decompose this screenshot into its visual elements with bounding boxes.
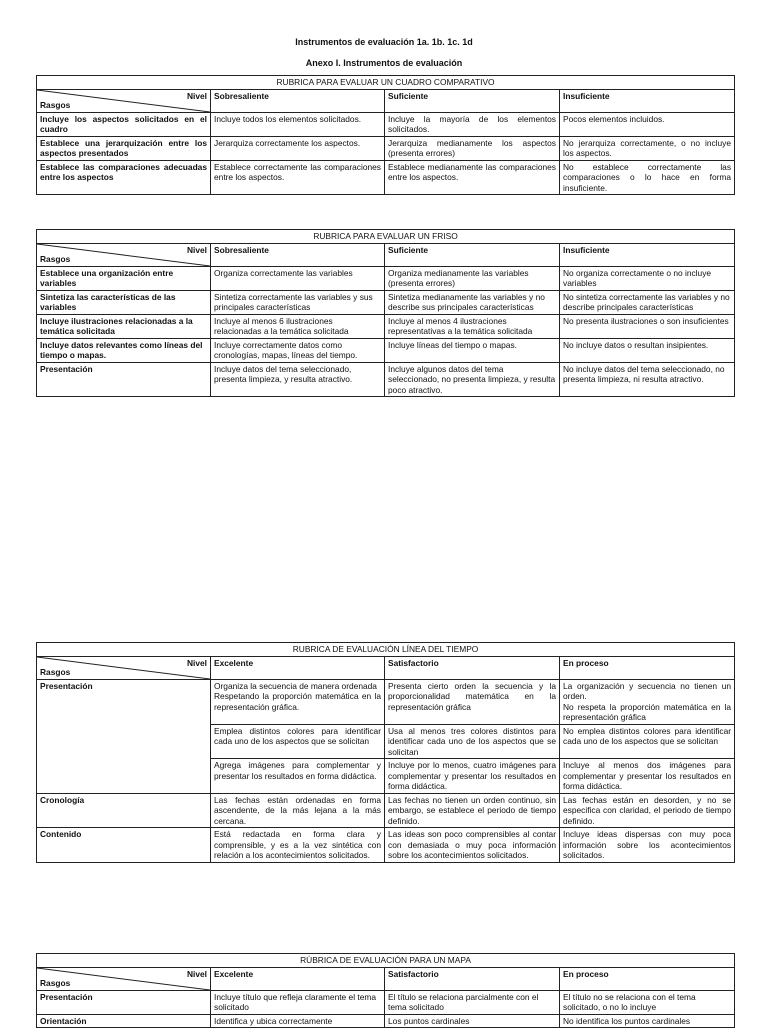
table-row <box>37 338 735 362</box>
criterion-cell: Identifica y ubica correctamente <box>211 1014 385 1028</box>
criterion-cell: No incluye datos del tema seleccionado, no presenta limpieza, ni resulta atractivo. <box>560 362 735 397</box>
level-header: En proceso <box>560 656 735 679</box>
table-row <box>37 290 735 314</box>
level-header: Insuficiente <box>560 243 735 266</box>
criterion-cell: Incluye la mayoría de los elementos solicitados. <box>385 112 560 136</box>
rubric-caption: RUBRICA DE EVALUACIÓN LÍNEA DEL TIEMPO <box>37 643 735 657</box>
trait-cell: Cronología <box>37 793 211 828</box>
criterion-cell: Agrega imágenes para complementar y presentar los resultados en forma didáctica. <box>211 759 385 794</box>
criterion-cell: Incluye por lo menos, cuatro imágenes para complementar y presentar los resultados en forma didáctica. <box>385 759 560 794</box>
level-header: Suficiente <box>385 89 560 112</box>
level-header: En proceso <box>560 967 735 990</box>
table-row <box>37 362 735 397</box>
criterion-cell: No identifica los puntos cardinales <box>560 1014 735 1028</box>
trait-cell: Incluye los aspectos solicitados en el cuadro <box>37 112 211 136</box>
document-title: Instrumentos de evaluación 1a. 1b. 1c. 1d <box>295 37 473 47</box>
trait-cell: Presentación <box>37 679 211 793</box>
nivel-label: Nivel <box>186 244 207 255</box>
criterion-cell: Está redactada en forma clara y comprensible, y es a la vez sintética con relación a los acontecimientos solicitados. <box>211 828 385 863</box>
criterion-cell: Organiza la secuencia de manera ordenada Respetando la proporción matemática en la representación gráfica. <box>211 679 385 724</box>
criterion-cell: Pocos elementos incluidos. <box>560 112 735 136</box>
criterion-cell: Jerarquiza correctamente los aspectos. <box>211 136 385 160</box>
criterion-cell: Incluye todos los elementos solicitados. <box>211 112 385 136</box>
table-row <box>37 1014 735 1028</box>
trait-cell: Establece las comparaciones adecuadas entre los aspectos <box>37 160 211 195</box>
rasgos-label: Rasgos <box>40 978 71 988</box>
rasgos-label: Rasgos <box>40 100 71 110</box>
table-row <box>37 160 735 195</box>
criterion-cell: Incluye correctamente datos como cronologías, mapas, líneas del tiempo. <box>211 338 385 362</box>
table-row <box>37 136 735 160</box>
trait-cell: Establece una organización entre variables <box>37 266 211 290</box>
nivel-label: Nivel <box>186 90 207 101</box>
trait-cell: Sintetiza las características de las variables <box>37 290 211 314</box>
criterion-cell: No sintetiza correctamente las variables y no describe principales características <box>560 290 735 314</box>
trait-cell: Establece una jerarquización entre los aspectos presentados <box>37 136 211 160</box>
table-row <box>37 828 735 863</box>
criterion-cell: Sintetiza medianamente las variables y no describe sus principales características <box>385 290 560 314</box>
criterion-cell: Las fechas están ordenadas en forma ascendente, de la más lejana a la más cercana. <box>211 793 385 828</box>
table-row <box>37 793 735 828</box>
rasgos-label: Rasgos <box>40 667 71 677</box>
criterion-cell: Incluye al menos 4 ilustraciones representativas a la temática solicitada <box>385 314 560 338</box>
rasgos-label: Rasgos <box>40 254 71 264</box>
criterion-cell: Presenta cierto orden la secuencia y la proporcionalidad matemática en la representación gráfica <box>385 679 560 724</box>
trait-cell: Presentación <box>37 990 211 1014</box>
trait-cell: Presentación <box>37 362 211 397</box>
trait-cell: Incluye datos relevantes como líneas del tiempo o mapas. <box>37 338 211 362</box>
rubric-friso <box>36 229 734 397</box>
criterion-cell: No jerarquiza correctamente, o no incluye los aspectos. <box>560 136 735 160</box>
level-header: Satisfactorio <box>385 967 560 990</box>
rubric-linea-del-tiempo <box>36 642 734 863</box>
level-header: Insuficiente <box>560 89 735 112</box>
criterion-cell: Incluye al menos dos imágenes para complementar y presentar los resultados en forma didáctica. <box>560 759 735 794</box>
trait-cell: Contenido <box>37 828 211 863</box>
rubric-caption: RÚBRICA DE EVALUACIÓN PARA UN MAPA <box>37 954 735 968</box>
criterion-cell: El título no se relaciona con el tema solicitado, o no lo incluye <box>560 990 735 1014</box>
table-row <box>37 112 735 136</box>
annex-title: Anexo I. Instrumentos de evaluación <box>305 58 463 68</box>
level-header: Satisfactorio <box>385 656 560 679</box>
criterion-cell: No emplea distintos colores para identificar cada uno de los aspectos que se solicitan <box>560 724 735 759</box>
nivel-label: Nivel <box>186 657 207 668</box>
rubric-caption: RUBRICA PARA EVALUAR UN CUADRO COMPARATIVO <box>37 76 735 90</box>
criterion-cell: Incluye título que refleja claramente el tema solicitado <box>211 990 385 1014</box>
criterion-cell: Organiza correctamente las variables <box>211 266 385 290</box>
criterion-cell: No establece correctamente las comparaciones o lo hace en forma insuficiente. <box>560 160 735 195</box>
criterion-cell: Organiza medianamente las variables (presenta errores) <box>385 266 560 290</box>
level-header: Suficiente <box>385 243 560 266</box>
table-row <box>37 314 735 338</box>
rubric-mapa <box>36 953 734 1028</box>
level-header: Excelente <box>211 967 385 990</box>
criterion-cell: No incluye datos o resultan insipientes. <box>560 338 735 362</box>
criterion-cell: La organización y secuencia no tienen un orden. No respeta la proporción matemática en la representación gráfica <box>560 679 735 724</box>
criterion-cell: No organiza correctamente o no incluye variables <box>560 266 735 290</box>
level-header: Sobresaliente <box>211 243 385 266</box>
criterion-cell: Incluye al menos 6 ilustraciones relacionadas a la temática solicitada <box>211 314 385 338</box>
criterion-cell: Establece correctamente las comparaciones entre los aspectos. <box>211 160 385 195</box>
criterion-cell: Las fechas no tienen un orden continuo, sin embargo, se establece el periodo de tiempo definido. <box>385 793 560 828</box>
criterion-cell: Incluye líneas del tiempo o mapas. <box>385 338 560 362</box>
rubric-caption: RUBRICA PARA EVALUAR UN FRISO <box>37 230 735 244</box>
criterion-cell: Los puntos cardinales <box>385 1014 560 1028</box>
table-row <box>37 266 735 290</box>
criterion-cell: Incluye datos del tema seleccionado, presenta limpieza, y resulta atractivo. <box>211 362 385 397</box>
level-header: Excelente <box>211 656 385 679</box>
criterion-cell: Las fechas están en desorden, y no se especifica con claridad, el periodo de tiempo definido. <box>560 793 735 828</box>
table-row <box>37 990 735 1014</box>
criterion-cell: Las ideas son poco comprensibles al contar con demasiada o muy poca información sobre los acontecimientos solicitados. <box>385 828 560 863</box>
nivel-rasgos-header <box>37 243 211 266</box>
level-header: Sobresaliente <box>211 89 385 112</box>
nivel-rasgos-header <box>37 89 211 112</box>
criterion-cell: Emplea distintos colores para identificar cada uno de los aspectos que se solicitan <box>211 724 385 759</box>
trait-cell: Incluye ilustraciones relacionadas a la temática solicitada <box>37 314 211 338</box>
criterion-cell: Incluye algunos datos del tema seleccionado, no presenta limpieza, y resulta poco atractivo. <box>385 362 560 397</box>
criterion-cell: No presenta ilustraciones o son insuficientes <box>560 314 735 338</box>
criterion-cell: Incluye ideas dispersas con muy poca información sobre los acontecimientos solicitados. <box>560 828 735 863</box>
rubric-cuadro-comparativo <box>36 75 734 195</box>
nivel-rasgos-header <box>37 967 211 990</box>
criterion-cell: El título se relaciona parcialmente con el tema solicitado <box>385 990 560 1014</box>
criterion-cell: Establece medianamente las comparaciones entre los aspectos. <box>385 160 560 195</box>
nivel-rasgos-header <box>37 656 211 679</box>
criterion-cell: Sintetiza correctamente las variables y sus principales características <box>211 290 385 314</box>
nivel-label: Nivel <box>186 968 207 979</box>
table-row <box>37 679 735 724</box>
trait-cell: Orientación <box>37 1014 211 1028</box>
criterion-cell: Usa al menos tres colores distintos para identificar cada uno de los aspectos que se solicitan <box>385 724 560 759</box>
criterion-cell: Jerarquiza medianamente los aspectos (presenta errores) <box>385 136 560 160</box>
